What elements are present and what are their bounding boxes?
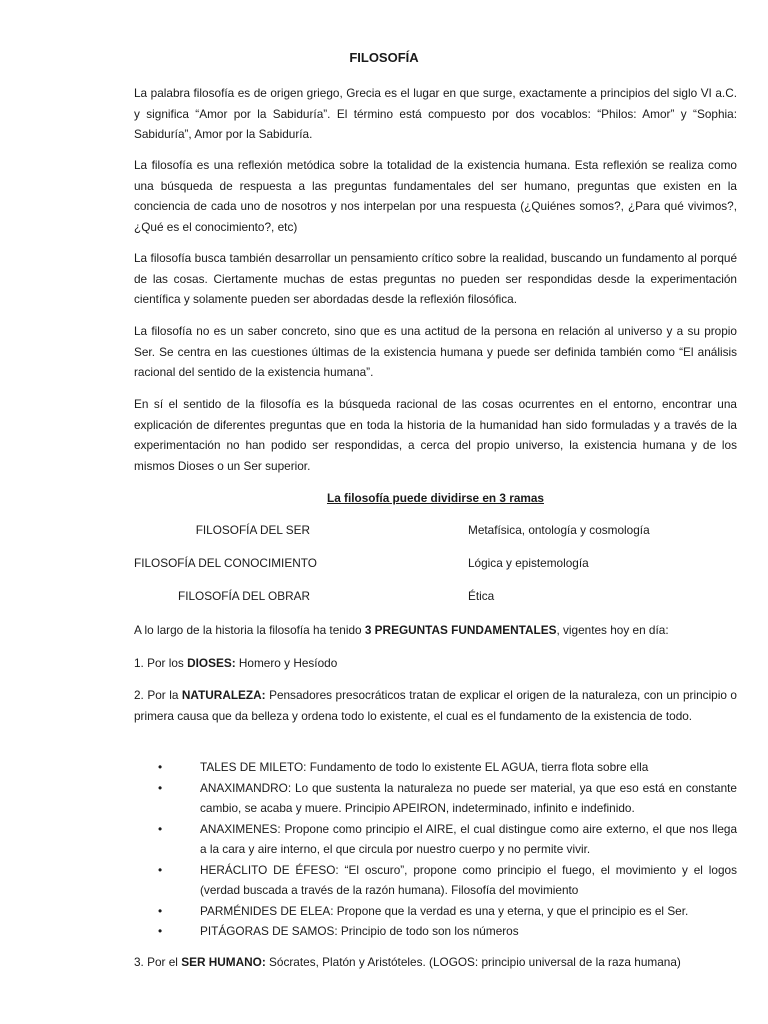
rama-name: FILOSOFÍA DEL CONOCIMIENTO bbox=[134, 556, 317, 570]
preguntas-intro: A lo largo de la historia la filosofía ha tenido 3 PREGUNTAS FUNDAMENTALES, vigentes hoy en día: bbox=[134, 623, 669, 637]
rama-description: Ética bbox=[468, 589, 495, 603]
bullet-icon: • bbox=[158, 862, 163, 877]
rama-row bbox=[134, 586, 737, 606]
list-item: • PITÁGORAS DE SAMOS: Principio de todo son los números bbox=[134, 921, 737, 942]
paragraph-meaning: En sí el sentido de la filosofía es la búsqueda racional de las cosas ocurrentes en el entorno, encontrar una explicación de diferentes preguntas que en toda la historia de la humanidad han sido formuladas y a través de la experimentación no han podido ser respondidas, a cerca del propio universo, la existencia humana y de los mismos Dioses o un Ser superior. bbox=[134, 397, 737, 473]
presocratic-list bbox=[134, 757, 737, 942]
list-item: • HERÁCLITO DE ÉFESO: “El oscuro”, propone como principio el fuego, el movimiento y el logos (verdad buscada a través de la razón humana). Filosofía del movimiento bbox=[134, 860, 737, 901]
ramas-heading: La filosofía puede dividirse en 3 ramas bbox=[326, 491, 544, 505]
bullet-icon: • bbox=[158, 780, 163, 795]
list-item: • ANAXIMANDRO: Lo que sustenta la naturaleza no puede ser material, ya que eso está en constante cambio, se acaba y muere. Principio APEIRON, indeterminado, infinito e indefinido. bbox=[134, 778, 737, 819]
pregunta-naturaleza: 2. Por la NATURALEZA: Pensadores presocráticos tratan de explicar el origen de la naturaleza, con un principio o primera causa que da belleza y ordena todo lo existente, el cual es el fundamento de la existencia de todo. bbox=[134, 688, 737, 723]
rama-row bbox=[134, 553, 737, 573]
paragraph-critical-thinking: La filosofía busca también desarrollar un pensamiento crítico sobre la realidad, buscando un fundamento al porqué de las cosas. Ciertamente muchas de estas preguntas no pueden ser respondidas desde la experimentación científica y solamente pueden ser abordadas desde la reflexión filosófica. bbox=[134, 251, 737, 306]
list-item: • PARMÉNIDES DE ELEA: Propone que la verdad es una y eterna, y que el principio es el Ser. bbox=[134, 901, 737, 922]
bullet-icon: • bbox=[158, 924, 163, 938]
rama-name: FILOSOFÍA DEL OBRAR bbox=[178, 589, 310, 603]
document-title: FILOSOFÍA bbox=[349, 50, 419, 65]
pregunta-ser-humano: 3. Por el SER HUMANO: Sócrates, Platón y Aristóteles. (LOGOS: principio universal de la raza humana) bbox=[134, 955, 681, 969]
rama-description: Lógica y epistemología bbox=[468, 556, 589, 570]
pregunta-dioses: 1. Por los DIOSES: Homero y Hesíodo bbox=[134, 656, 338, 670]
bullet-icon: • bbox=[158, 903, 163, 918]
rama-name: FILOSOFÍA DEL SER bbox=[195, 523, 310, 537]
list-item: • ANAXIMENES: Propone como principio el AIRE, el cual distingue como aire externo, el que nos llega a la cara y aire interno, el que circula por nuestro cuerpo y no permite vivir. bbox=[134, 819, 737, 860]
list-item: • TALES DE MILETO: Fundamento de todo lo existente EL AGUA, tierra flota sobre ella bbox=[134, 757, 737, 778]
rama-row bbox=[134, 520, 737, 540]
paragraph-origin: La palabra filosofía es de origen griego, Grecia es el lugar en que surge, exactamente a principios del siglo VI a.C. y significa “Amor por la Sabiduría”. El término está compuesto por dos vocablos: “Philos: Amor” y “Sophia: Sabiduría”, Amor por la Sabiduría. bbox=[134, 86, 737, 141]
bullet-icon: • bbox=[158, 760, 163, 774]
paragraph-reflection: La filosofía es una reflexión metódica sobre la totalidad de la existencia humana. Esta reflexión se realiza como una búsqueda de respuesta a las preguntas fundamentales del ser humano, preguntas que existen en la conciencia de cada uno de nosotros y nos interpelan por una respuesta (¿Quiénes somos?, ¿Para qué vivimos?, ¿Qué es el conocimiento?, etc) bbox=[134, 158, 737, 234]
paragraph-attitude: La filosofía no es un saber concreto, sino que es una actitud de la persona en relación al universo y a su propio Ser. Se centra en las cuestiones últimas de la existencia humana y puede ser definida también como “El análisis racional del sentido de la existencia humana”. bbox=[134, 324, 737, 379]
bullet-icon: • bbox=[158, 821, 163, 836]
rama-description: Metafísica, ontología y cosmología bbox=[468, 523, 650, 537]
